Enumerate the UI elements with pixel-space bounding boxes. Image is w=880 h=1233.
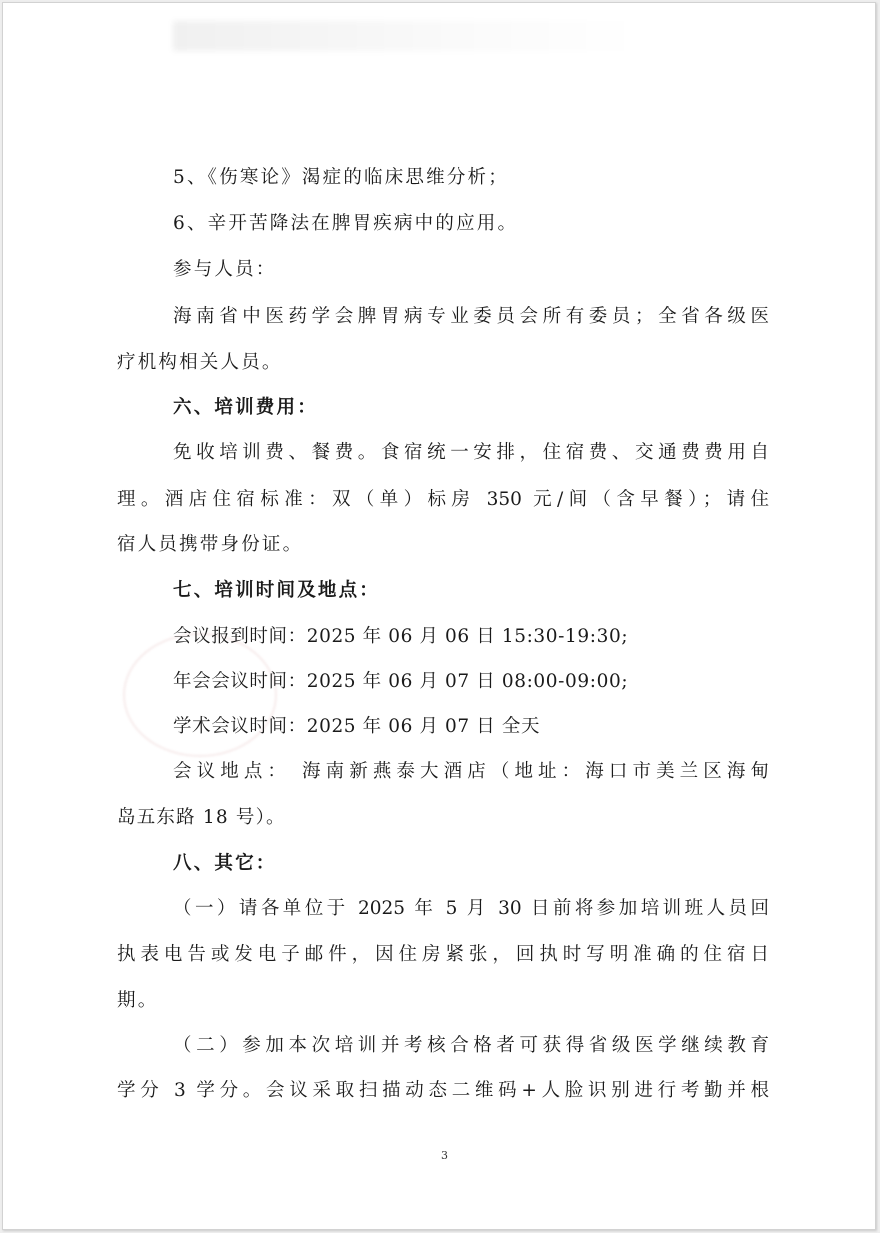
section-8-heading: 八、其它： — [173, 853, 277, 874]
faded-scan-residue — [173, 21, 643, 51]
registration-time: 会议报到时间：2025 年 06 月 06 日 15:30-19:30; — [173, 626, 629, 647]
faint-seal-mark — [123, 633, 277, 757]
other-item-1-line-1: （一）请各单位于 2025 年 5 月 30 日前将参加培训班人员回 — [173, 898, 769, 919]
section-7-heading: 七、培训时间及地点： — [173, 580, 381, 601]
other-item-2-line-1: （二）参加本次培训并考核合格者可获得省级医学继续教育 — [173, 1035, 769, 1056]
participants-heading: 参与人员： — [173, 259, 277, 280]
document-page — [2, 2, 876, 1230]
fee-text-line-2: 理。酒店住宿标准：双（单）标房 350 元/间（含早餐）；请住 — [117, 489, 769, 510]
participants-text-line-2: 疗机构相关人员。 — [117, 352, 283, 373]
participants-text-line-1: 海南省中医药学会脾胃病专业委员会所有委员；全省各级医 — [173, 306, 769, 327]
other-item-2-line-2: 学分 3 学分。会议采取扫描动态二维码+人脸识别进行考勤并根 — [117, 1080, 769, 1101]
annual-meeting-time: 年会会议时间：2025 年 06 月 07 日 08:00-09:00; — [173, 671, 629, 692]
fee-text-line-1: 免收培训费、餐费。食宿统一安排，住宿费、交通费费用自 — [173, 442, 769, 463]
other-item-1-line-3: 期。 — [117, 990, 159, 1011]
meeting-location-line-1: 会议地点： 海南新燕泰大酒店（地址：海口市美兰区海甸 — [173, 761, 769, 782]
fee-text-line-3: 宿人员携带身份证。 — [117, 534, 304, 555]
list-item-5: 5、《伤寒论》渴症的临床思维分析； — [173, 167, 509, 188]
page-number: 3 — [441, 1149, 448, 1162]
meeting-location-line-2: 岛五东路 18 号）。 — [117, 807, 286, 828]
list-item-6: 6、辛开苦降法在脾胃疾病中的应用。 — [173, 213, 519, 234]
academic-meeting-time: 学术会议时间：2025 年 06 月 07 日 全天 — [173, 716, 541, 737]
section-6-heading: 六、培训费用： — [173, 397, 318, 418]
other-item-1-line-2: 执表电告或发电子邮件，因住房紧张，回执时写明准确的住宿日 — [117, 944, 769, 965]
